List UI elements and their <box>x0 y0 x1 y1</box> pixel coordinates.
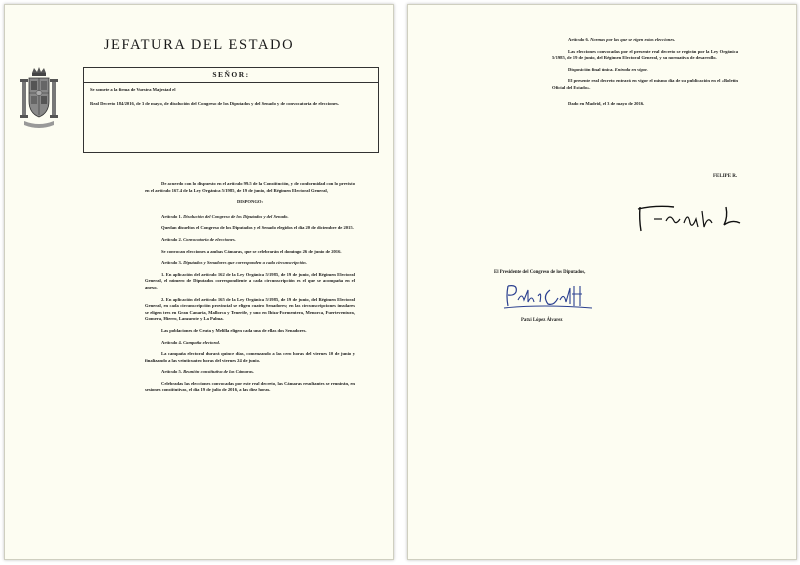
article-5-text: Celebradas las elecciones convocadas por este real decreto, las Cámaras resultantes se reunirán, en sesiones constitutivas, el día 19 de julio de 2016, a las diez horas. <box>145 380 355 393</box>
article-1-number: Artículo 1. <box>161 213 182 219</box>
article-2-heading <box>145 237 355 244</box>
king-name: FELIPE R. <box>713 174 738 179</box>
left-page <box>4 4 394 560</box>
article-1-title: Disolución del Congreso de los Diputados y del Senado. <box>183 213 289 219</box>
article-5-title: Reunión constitutiva de las Cámaras. <box>183 369 254 375</box>
decree-body-continued <box>552 37 738 112</box>
article-2-number: Artículo 2. <box>161 236 182 242</box>
final-provision-text: El presente real decreto entrará en vigor el mismo día de su publicación en el «Boletín Oficial del Estado». <box>552 78 738 90</box>
article-4-title: Campaña electoral. <box>183 339 221 345</box>
article-3-title: Diputados y Senadores que corresponden a cada circunscripción. <box>183 260 307 266</box>
page-title: JEFATURA DEL ESTADO <box>103 37 295 53</box>
final-provision-number: Disposición final única. <box>568 66 614 72</box>
article-5-number: Artículo 5. <box>161 369 182 375</box>
article-6-text: Las elecciones convocadas por el presente real decreto se regirán por la Ley Orgánica 5/1985, de 19 de junio, del Régimen Electoral General, y su normativa de desarrollo. <box>552 48 738 61</box>
article-6-number: Artículo 6. <box>568 37 589 42</box>
submission-line: Se somete a la firma de Vuestra Majestad el <box>90 87 176 92</box>
article-1-text: Quedan disueltos el Congreso de los Diputados y el Senado elegidos el día 20 de diciembre de 2015. <box>161 225 354 231</box>
president-label: El Presidente del Congreso de los Diputados, <box>494 270 586 275</box>
decree-title: Real Decreto 184/2016, de 3 de mayo, de disolución del Congreso de los Diputados y del Senado y de convocatoria de elecciones. <box>90 101 339 107</box>
intro-paragraph: De acuerdo con lo dispuesto en el artículo 99.5 de la Constitución, y de conformidad con lo previsto en el artículo 167.4 de la Ley Orgánica 5/1985, de 19 de junio, del Régimen Electoral General, <box>145 181 355 193</box>
coat-of-arms-icon <box>20 67 58 131</box>
article-1-heading <box>145 214 355 221</box>
article-6-title: Normas por las que se rigen estas elecciones. <box>590 37 676 42</box>
dispongo-heading: DISPONGO: <box>236 199 264 205</box>
king-signature <box>636 201 744 235</box>
article-3-paragraph-2: 2. En aplicación del artículo 165 de la Ley Orgánica 5/1985, de 19 de junio, del Régimen Electoral General, en cada circunscripción provincial se eligen cuatro Senadores; en las circunscripciones insulares se eligen tres en Gran Canaria, Mallorca y Tenerife, y uno en Ibiza-Formentera, Menorca, Fuerteventura, Gomera, Hierro, Lanzarote y La Palma. <box>145 296 355 322</box>
article-2-text: Se convocan elecciones a ambas Cámaras, que se celebrarán el domingo 26 de junio de 2016. <box>161 248 342 254</box>
article-6-heading <box>552 37 738 44</box>
right-page <box>407 4 797 560</box>
final-provision-title: Entrada en vigor. <box>614 66 648 72</box>
senor-box <box>83 67 379 153</box>
date-line: Dado en Madrid, el 3 de mayo de 2016. <box>568 100 645 106</box>
article-5-heading <box>145 369 355 376</box>
article-3-heading <box>145 260 355 267</box>
article-4-heading <box>145 340 355 347</box>
article-3-paragraph-1: 1. En aplicación del artículo 162 de la Ley Orgánica 5/1985, de 19 de junio, del Régimen Electoral General, el número de Diputados correspondiente a cada circunscripción es el que se acompaña en el anexo. <box>145 271 355 290</box>
article-4-number: Artículo 4. <box>161 339 182 345</box>
senor-heading: SEÑOR: <box>84 68 378 83</box>
final-provision-heading <box>552 67 738 74</box>
article-3-number: Artículo 3. <box>161 260 182 266</box>
president-name: Patxi López Álvarez <box>521 318 563 323</box>
article-4-text: La campaña electoral durará quince días, comenzando a las cero horas del viernes 10 de junio y finalizando a las veinticuatro horas del viernes 24 de junio. <box>145 351 355 363</box>
decree-body <box>145 181 355 399</box>
article-2-title: Convocatoria de elecciones. <box>183 236 236 242</box>
article-3-paragraph-3: Las poblaciones de Ceuta y Melilla eligen cada una de ellas dos Senadores. <box>161 327 307 333</box>
president-signature <box>502 282 598 310</box>
